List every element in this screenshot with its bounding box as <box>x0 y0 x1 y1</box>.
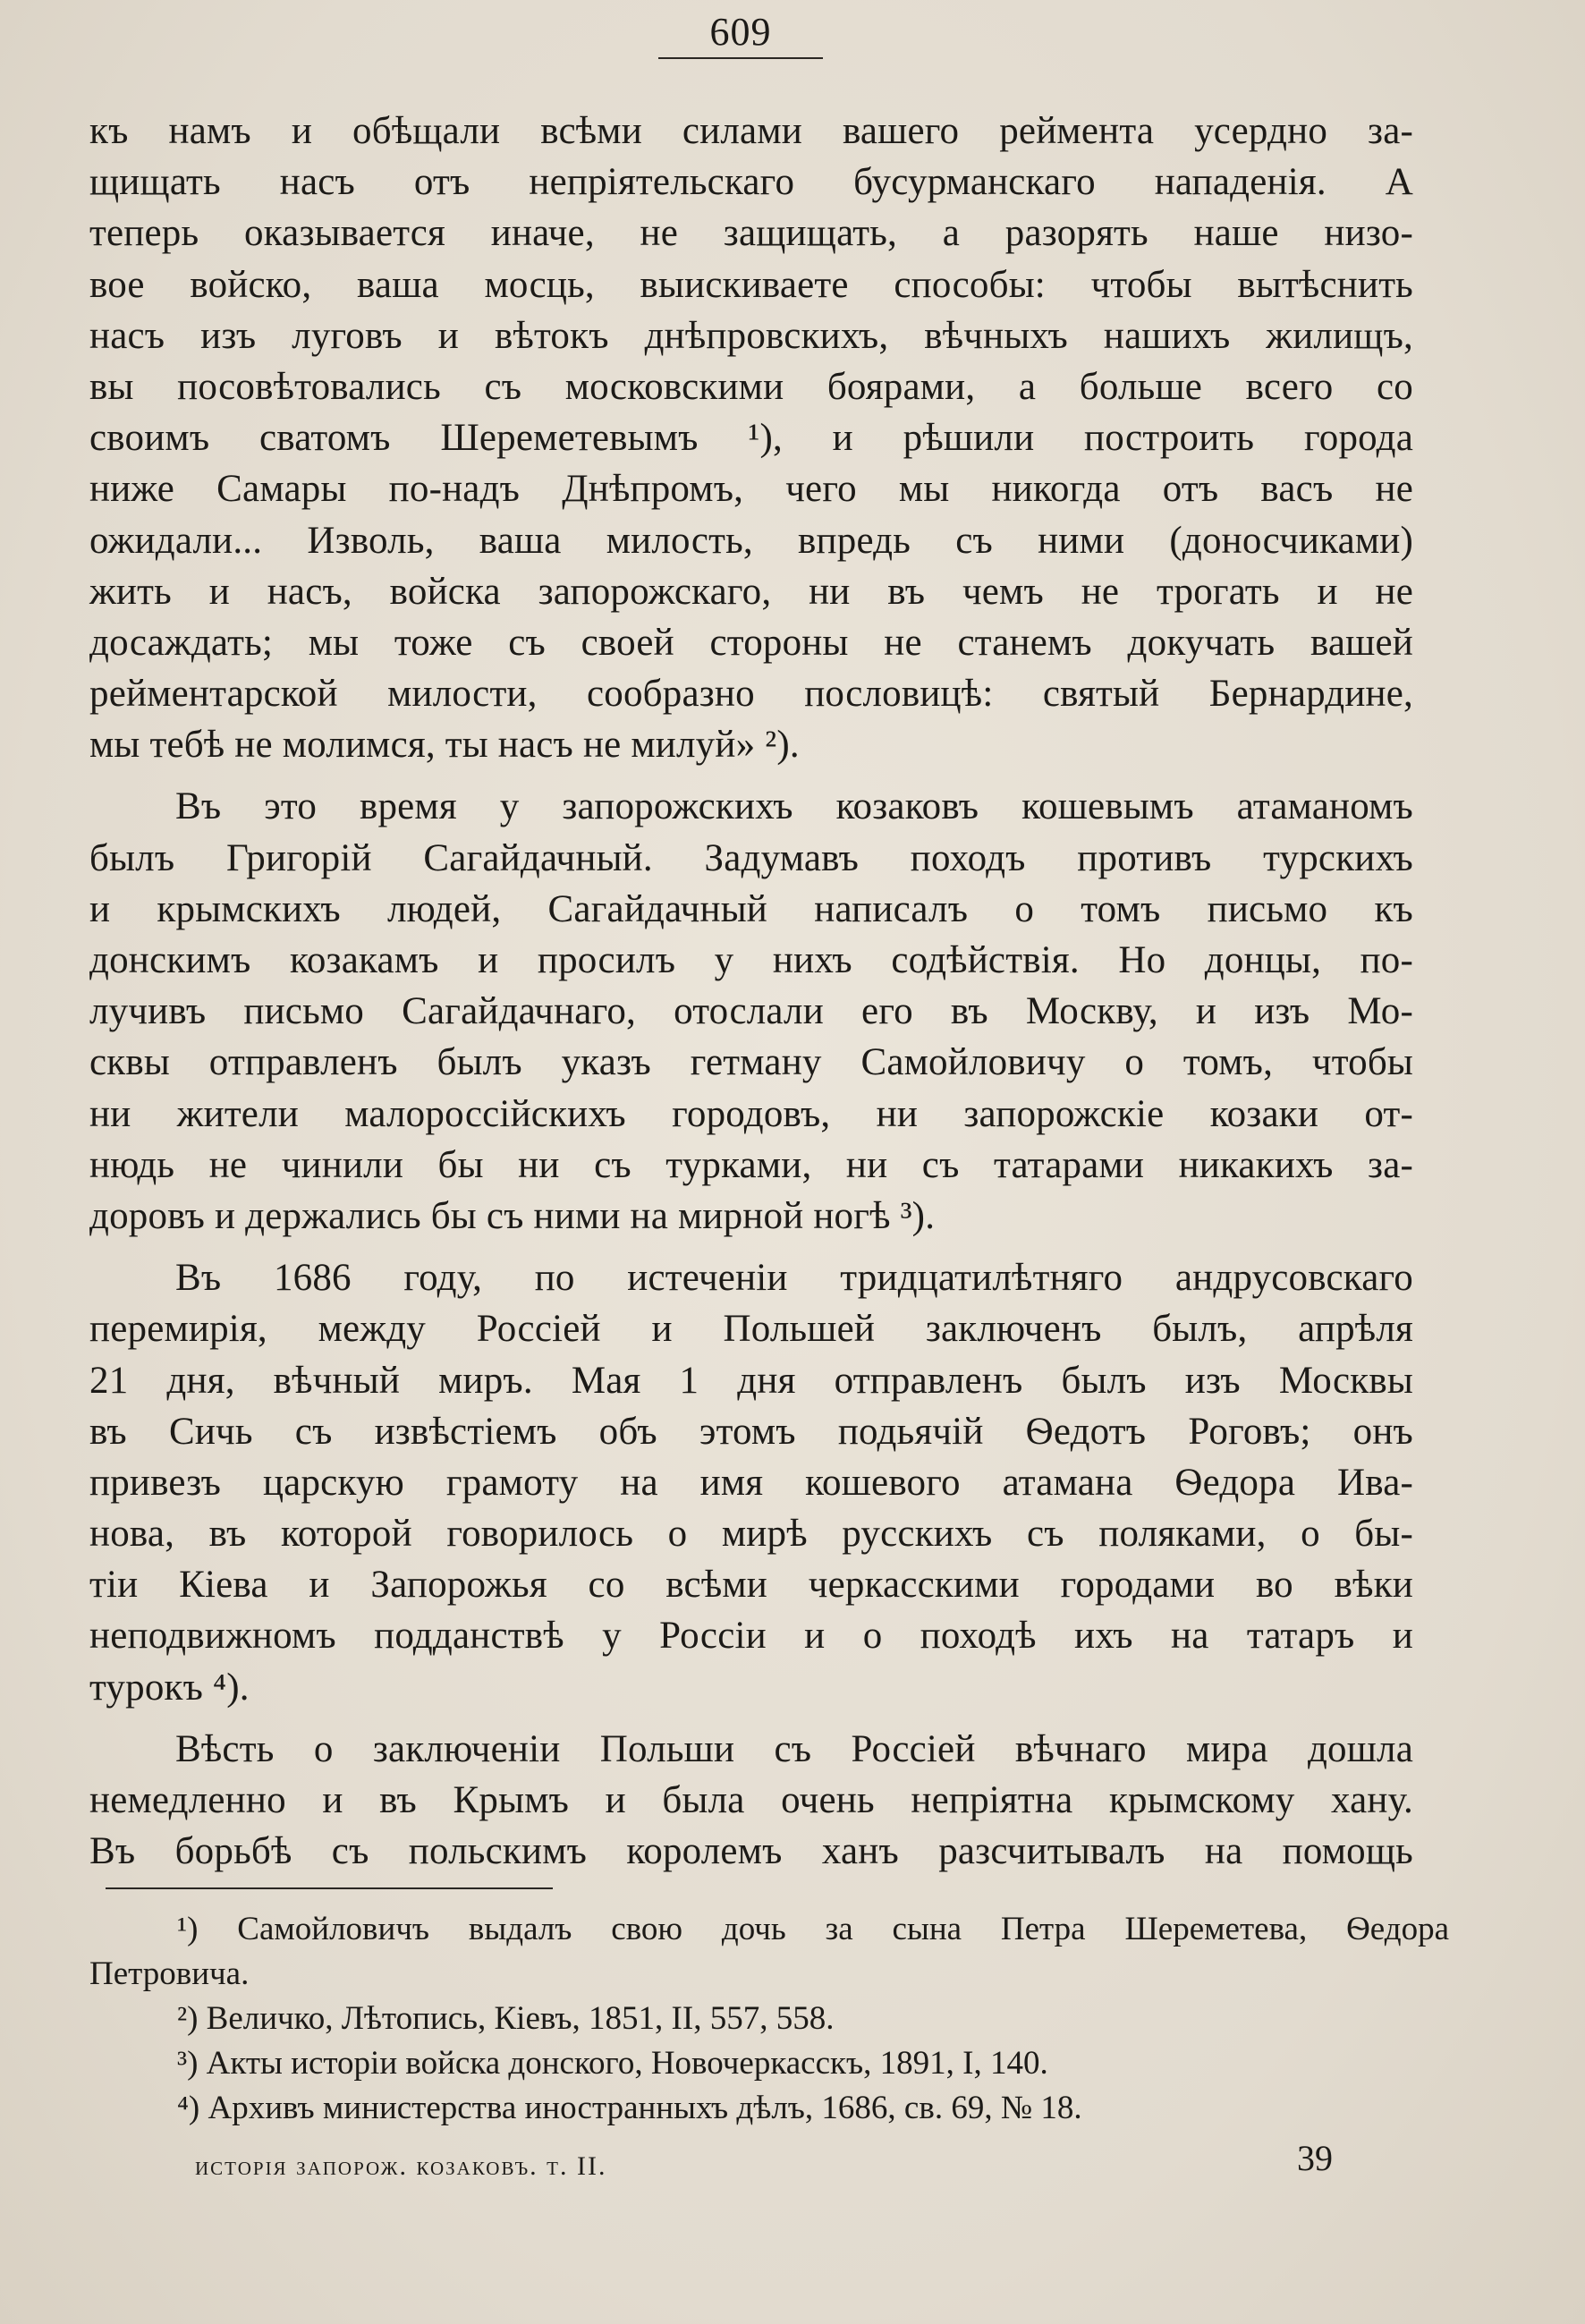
header-rule <box>658 57 823 59</box>
text-line: своимъ сватомъ Шереметевымъ ¹), и рѣшили построить города <box>89 417 1413 460</box>
text-line: ни жители малороссійскихъ городовъ, ни запорожскіе козаки от- <box>89 1092 1413 1135</box>
footnotes <box>89 1907 1449 2131</box>
text-line: жить и насъ, войска запорожскаго, ни въ чемъ не трогать и не <box>89 570 1413 613</box>
text-line: перемирія, между Россіей и Польшей заключенъ былъ, апрѣля <box>89 1308 1413 1351</box>
paragraph <box>89 1252 1413 1713</box>
footnote-line: Петровича. <box>89 1955 250 1992</box>
text-line: нюдь не чинили бы ни съ турками, ни съ татарами никакихъ за- <box>89 1143 1413 1186</box>
text-line: Въ борьбѣ съ польскимъ королемъ ханъ разсчитывалъ на помощь <box>89 1830 1413 1873</box>
body-text <box>89 106 1413 1877</box>
footnote-line: ¹) Самойловичъ выдалъ свою дочь за сына Петра Шереметева, Ѳедора <box>177 1911 1449 1947</box>
text-line: былъ Григорій Сагайдачный. Задумавъ походъ противъ турскихъ <box>89 836 1413 879</box>
text-line: мы тебѣ не молимся, ты насъ не милуй» ²). <box>89 724 800 767</box>
paragraph <box>89 1724 1413 1878</box>
text-line: лучивъ письмо Сагайдачнаго, отослали его въ Москву, и изъ Мо- <box>89 990 1413 1033</box>
text-line: сквы отправленъ былъ указъ гетману Самойловичу о томъ, чтобы <box>89 1041 1413 1084</box>
text-line: щищать насъ отъ непріятельскаго бусурманскаго нападенія. А <box>89 161 1413 204</box>
footnote-line: ³) Акты исторіи войска донского, Новочеркасскъ, 1891, I, 140. <box>177 2045 1048 2082</box>
text-line: Вѣсть о заключеніи Польши съ Россіей вѣчнаго мира дошла <box>175 1727 1413 1770</box>
paragraph-gap <box>89 770 1413 781</box>
text-line: вое войско, ваша мосць, выискиваете способы: чтобы вытѣснить <box>89 263 1413 306</box>
text-line: неподвижномъ подданствѣ у Россіи и о походѣ ихъ на татаръ и <box>89 1615 1413 1658</box>
text-line: Въ 1686 году, по истеченіи тридцатилѣтняго андрусовскаго <box>175 1257 1413 1300</box>
text-line: турокъ ⁴). <box>89 1666 250 1709</box>
sheet-number: 39 <box>1297 2138 1333 2178</box>
paragraph <box>89 781 1413 1242</box>
printer-signature: исторія запорож. козаковъ. т. II. <box>195 2151 607 2181</box>
footnote-line: ⁴) Архивъ министерства иностранныхъ дѣлъ, 1686, св. 69, № 18. <box>177 2090 1082 2126</box>
text-line: привезъ царскую грамоту на имя кошевого атамана Ѳедора Ива- <box>89 1461 1413 1504</box>
footnote-line: ²) Величко, Лѣтопись, Кіевъ, 1851, II, 557, 558. <box>177 2000 835 2037</box>
text-line: досаждать; мы тоже съ своей стороны не станемъ докучать вашей <box>89 621 1413 664</box>
text-line: и крымскихъ людей, Сагайдачный написалъ о томъ письмо къ <box>89 887 1413 930</box>
text-line: въ Сичь съ извѣстіемъ объ этомъ подьячій Ѳедотъ Роговъ; онъ <box>89 1410 1413 1453</box>
text-line: донскимъ козакамъ и просилъ у нихъ содѣйствія. Но донцы, по- <box>89 939 1413 981</box>
text-line: немедленно и въ Крымъ и была очень непріятна крымскому хану. <box>89 1779 1413 1821</box>
text-line: теперь оказывается иначе, не защищать, а разорять наше низо- <box>89 212 1413 255</box>
footnote-rule <box>106 1887 553 1889</box>
text-line: нова, въ которой говорилось о мирѣ русскихъ съ поляками, о бы- <box>89 1513 1413 1556</box>
text-line: доровъ и держались бы съ ними на мирной ногѣ ³). <box>89 1194 936 1237</box>
paragraph-gap <box>89 1713 1413 1724</box>
text-line: ожидали... Изволь, ваша милость, впредь съ ними (доносчиками) <box>89 519 1413 562</box>
text-line: насъ изъ луговъ и вѣтокъ днѣпровскихъ, вѣчныхъ нашихъ жилищъ, <box>89 314 1413 357</box>
text-line: рейментарской милости, сообразно пословицѣ: святый Бернардине, <box>89 673 1413 716</box>
text-line: 21 дня, вѣчный миръ. Мая 1 дня отправленъ былъ изъ Москвы <box>89 1359 1413 1402</box>
page-number: 609 <box>709 10 772 54</box>
text-line: Въ это время у запорожскихъ козаковъ кошевымъ атаманомъ <box>175 785 1413 828</box>
text-line: ниже Самары по-надъ Днѣпромъ, чего мы никогда отъ васъ не <box>89 468 1413 511</box>
text-line: тіи Кіева и Запорожья со всѣми черкасскими городами во вѣки <box>89 1564 1413 1607</box>
text-line: вы посовѣтовались съ московскими боярами, а больше всего со <box>89 365 1413 408</box>
paragraph <box>89 106 1413 770</box>
paragraph-gap <box>89 1242 1413 1252</box>
text-line: къ намъ и обѣщали всѣми силами вашего реймента усердно за- <box>89 110 1413 152</box>
